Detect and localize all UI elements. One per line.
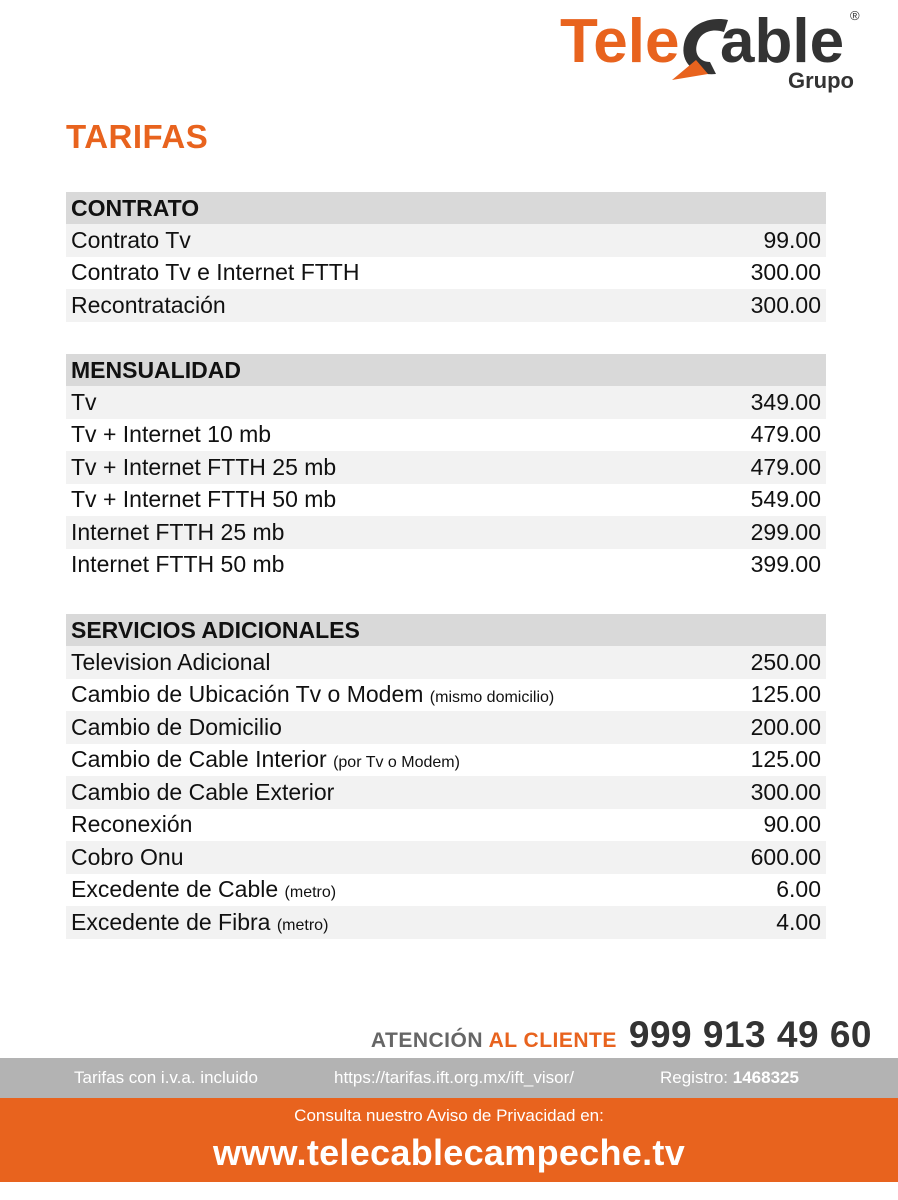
privacy-band [0, 1098, 898, 1182]
service-name: Reconexión [71, 811, 193, 838]
row-label [71, 844, 184, 871]
service-price: 6.00 [776, 876, 821, 903]
section-header: SERVICIOS ADICIONALES [66, 614, 826, 646]
service-name: Cobro Onu [71, 843, 184, 870]
section-header: CONTRATO [66, 192, 826, 224]
service-note: (metro) [284, 884, 337, 902]
table-row [66, 257, 826, 290]
row-label [71, 909, 328, 936]
service-name: Contrato Tv [71, 226, 191, 253]
logo-graphic [560, 2, 870, 94]
registered-mark: ® [850, 8, 860, 23]
service-price: 479.00 [750, 453, 821, 480]
service-price: 300.00 [750, 291, 821, 318]
service-price: 600.00 [750, 843, 821, 870]
service-name: Tv [71, 388, 97, 415]
row-label [71, 551, 284, 578]
page-title: TARIFAS [66, 118, 209, 155]
rows-adicionales [66, 646, 826, 939]
row-label [71, 746, 460, 773]
attention-word: ATENCIÓN [370, 1029, 484, 1052]
row-label [71, 681, 554, 708]
section-header: MENSUALIDAD [66, 354, 826, 386]
logo-tele-text: Tele [560, 7, 680, 76]
table-row [66, 679, 826, 712]
row-label [71, 421, 271, 448]
table-row [66, 841, 826, 874]
service-name: Cambio de Cable Interior [71, 746, 327, 773]
rows-mensualidad [66, 386, 826, 581]
row-label [71, 259, 359, 286]
section-servicios-adicionales [66, 614, 826, 939]
service-name: Cambio de Ubicación Tv o Modem [71, 681, 424, 708]
table-row [66, 906, 826, 939]
website-link[interactable]: www.telecablecampeche.tv [212, 1132, 686, 1173]
table-row [66, 646, 826, 679]
privacy-notice: Consulta nuestro Aviso de Privacidad en: [294, 1106, 604, 1125]
row-label [71, 876, 336, 903]
service-price: 479.00 [750, 421, 821, 448]
row-label [71, 227, 191, 254]
customer-service-label [371, 1029, 617, 1053]
service-note: (mismo domicilio) [429, 689, 555, 707]
service-name: Excedente de Cable [71, 876, 279, 903]
iva-note: Tarifas con i.v.a. incluido [74, 1068, 258, 1087]
service-name: Recontratación [71, 291, 226, 318]
service-price: 200.00 [750, 713, 821, 740]
table-row [66, 419, 826, 452]
service-name: Contrato Tv e Internet FTTH [71, 259, 360, 286]
service-name: Tv + Internet 10 mb [71, 421, 272, 448]
service-price: 90.00 [763, 811, 821, 838]
table-row [66, 744, 826, 777]
section-contrato [66, 192, 826, 322]
logo-able-text: able [720, 7, 845, 76]
service-note: (por Tv o Modem) [333, 754, 460, 772]
service-price: 250.00 [750, 648, 821, 675]
service-price: 399.00 [750, 551, 821, 578]
table-row [66, 451, 826, 484]
row-label [71, 811, 192, 838]
table-row [66, 549, 826, 582]
service-name: Cambio de Domicilio [71, 713, 282, 740]
row-label [71, 454, 336, 481]
section-mensualidad [66, 354, 826, 581]
table-row [66, 289, 826, 322]
table-row [66, 484, 826, 517]
customer-service-phone: 999 913 49 60 [628, 1014, 872, 1055]
row-label [71, 486, 336, 513]
table-row [66, 386, 826, 419]
service-price: 549.00 [750, 486, 821, 513]
customer-service [371, 1014, 872, 1056]
table-row [66, 516, 826, 549]
service-price: 299.00 [750, 518, 821, 545]
service-price: 125.00 [750, 746, 821, 773]
service-price: 99.00 [763, 226, 821, 253]
logo-subtitle: Grupo [788, 68, 854, 93]
table-row [66, 711, 826, 744]
registro [660, 1068, 799, 1088]
service-price: 4.00 [776, 908, 821, 935]
service-name: Excedente de Fibra [71, 908, 271, 935]
registro-label: Registro: [660, 1068, 729, 1087]
service-price: 300.00 [750, 259, 821, 286]
table-row [66, 224, 826, 257]
rows-contrato [66, 224, 826, 322]
service-note: (metro) [276, 916, 329, 934]
row-label [71, 649, 270, 676]
table-row [66, 776, 826, 809]
table-row [66, 809, 826, 842]
service-price: 125.00 [750, 681, 821, 708]
service-price: 349.00 [750, 388, 821, 415]
row-label [71, 714, 282, 741]
service-name: Tv + Internet FTTH 50 mb [71, 486, 337, 513]
row-label [71, 292, 226, 319]
service-name: Internet FTTH 50 mb [71, 551, 285, 578]
row-label [71, 779, 334, 806]
row-label [71, 389, 97, 416]
info-band [0, 1058, 898, 1098]
table-row [66, 874, 826, 907]
service-name: Internet FTTH 25 mb [71, 518, 285, 545]
al-cliente-word: AL CLIENTE [488, 1029, 617, 1052]
registro-value: 1468325 [732, 1068, 799, 1087]
service-name: Tv + Internet FTTH 25 mb [71, 453, 337, 480]
service-name: Television Adicional [71, 648, 271, 675]
telecable-logo [560, 2, 870, 94]
service-price: 300.00 [750, 778, 821, 805]
service-name: Cambio de Cable Exterior [71, 778, 335, 805]
row-label [71, 519, 284, 546]
ift-link[interactable]: https://tarifas.ift.org.mx/ift_visor/ [334, 1068, 574, 1087]
